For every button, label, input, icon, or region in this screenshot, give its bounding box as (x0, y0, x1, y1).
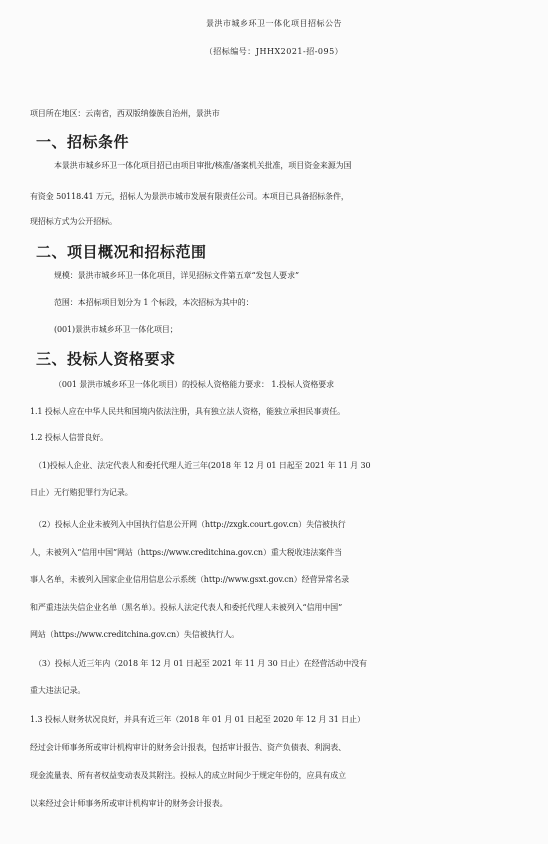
section-2-heading: 二、项目概况和招标范围 (36, 243, 207, 261)
s2-line-1: 规模：景洪市城乡环卫一体化项目，详见招标文件第五章“发包人要求” (54, 271, 299, 280)
s2-line-3: (001)景洪市城乡环卫一体化项目； (54, 325, 178, 334)
s3-line-13: 1.3 投标人财务状况良好，并具有近三年（2018 年 01 月 01 日起至 2020 年 12 月 31 日止） (30, 715, 365, 724)
s3-line-8: 事人名单，未被列入国家企业信用信息公示系统（http://www.gsxt.gov.cn）经营异常名录 (30, 575, 350, 584)
s1-line-1: 本景洪市城乡环卫一体化项目招已由项目审批/核准/备案机关批准，项目资金来源为国 (54, 161, 352, 170)
s3-line-11: （3）投标人近三年内（2018 年 12 月 01 日起至 2021 年 11 月 30 日止）在经营活动中没有 (34, 659, 367, 668)
s3-line-10: 网站（https://www.creditchina.gov.cn）失信被执行人。 (30, 630, 240, 639)
s3-line-15: 现金流量表、所有者权益变动表及其附注。投标人的成立时间少于规定年份的，应具有成立 (30, 771, 346, 780)
s3-line-14: 经过会计师事务所或审计机构审计的财务会计报表，包括审计报告、资产负债表、利润表、 (30, 743, 346, 752)
s3-line-1: （001 景洪市城乡环卫一体化项目）的投标人资格能力要求： 1.投标人资格要求 (54, 380, 335, 389)
s3-line-4: （1)投标人企业、法定代表人和委托代理人近三年(2018 年 12 月 01 日起至 2021 年 11 月 30 (34, 461, 371, 470)
project-location: 项目所在地区：云南省，西双版纳傣族自治州，景洪市 (30, 109, 220, 118)
s3-line-2: 1.1 投标人应在中华人民共和国境内依法注册，具有独立法人资格，能独立承担民事责任。 (30, 407, 346, 416)
tender-number: （招标编号：JHHX2021-招-095） (204, 47, 344, 56)
section-3-heading: 三、投标人资格要求 (36, 350, 176, 368)
s2-line-2: 范围：本招标项目划分为 1 个标段，本次招标为其中的： (54, 298, 254, 307)
s3-line-6: （2）投标人企业未被列入中国执行信息公开网（http://zxgk.court.gov.cn）失信被执行 (34, 520, 346, 529)
s1-line-2: 有资金 50118.41 万元，招标人为景洪市城市发展有限责任公司。本项目已具备招标条件， (30, 192, 349, 201)
s3-line-3: 1.2 投标人信誉良好。 (30, 433, 109, 442)
document-title: 景洪市城乡环卫一体化项目招标公告 (206, 19, 342, 28)
s3-line-9: 和严重违法失信企业名单（黑名单）。投标人法定代表人和委托代理人未被列入“信用中国” (30, 603, 343, 612)
s1-line-3: 现招标方式为公开招标。 (30, 217, 117, 226)
s3-line-12: 重大违法记录。 (30, 686, 86, 695)
s3-line-7: 人，未被列入“信用中国”网站（https://www.creditchina.gov.cn）重大税收违法案件当 (30, 548, 342, 557)
s3-line-5: 日止）无行贿犯罪行为记录。 (30, 488, 133, 497)
section-1-heading: 一、招标条件 (36, 133, 130, 151)
s3-line-16: 以来经过会计师事务所或审计机构审计的财务会计报表。 (30, 799, 228, 808)
